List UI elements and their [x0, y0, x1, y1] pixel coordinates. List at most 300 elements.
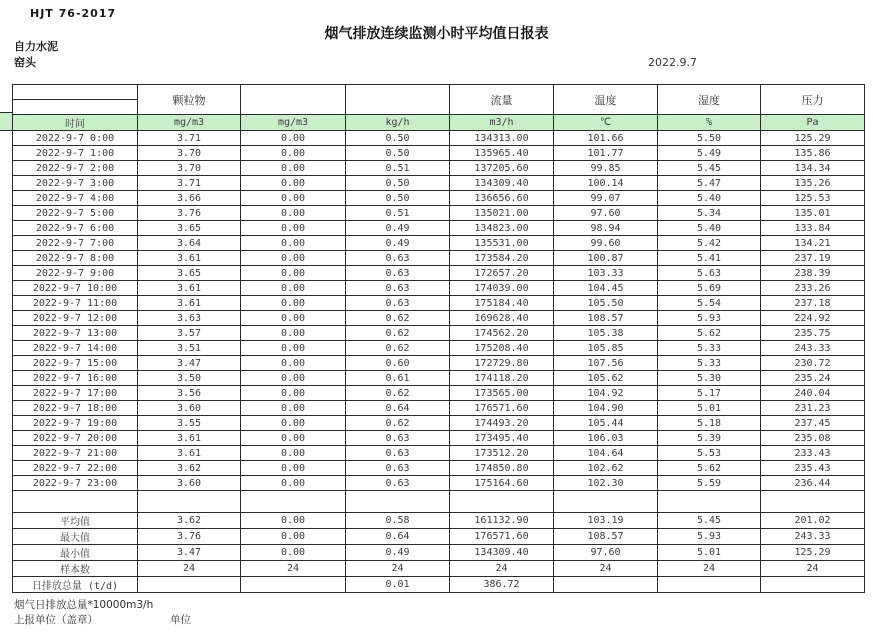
value-cell: 173512.20 [450, 446, 554, 461]
value-cell: 104.45 [554, 281, 658, 296]
value-cell: 175208.40 [450, 341, 554, 356]
value-cell: 0.63 [346, 296, 450, 311]
value-cell: 0.50 [346, 191, 450, 206]
value-cell: 0.00 [241, 513, 346, 529]
value-cell: 3.64 [138, 236, 241, 251]
spacer-cell [138, 491, 241, 513]
value-cell: 0.00 [241, 529, 346, 545]
value-cell: 0.51 [346, 161, 450, 176]
value-cell: 235.08 [761, 431, 865, 446]
value-cell: 0.62 [346, 326, 450, 341]
value-cell: 0.00 [241, 446, 346, 461]
value-cell: 0.62 [346, 341, 450, 356]
value-cell: 3.60 [138, 401, 241, 416]
value-cell: 103.19 [554, 513, 658, 529]
value-cell: 230.72 [761, 356, 865, 371]
value-cell: 99.85 [554, 161, 658, 176]
value-cell: 173495.40 [450, 431, 554, 446]
row-label-cell: 2022-9-7 7:00 [13, 236, 138, 251]
value-cell: 235.43 [761, 461, 865, 476]
value-cell: 3.62 [138, 513, 241, 529]
row-label-cell: 2022-9-7 23:00 [13, 476, 138, 491]
value-cell: 3.61 [138, 296, 241, 311]
value-cell: 134.21 [761, 236, 865, 251]
value-cell: 5.40 [658, 191, 761, 206]
table-row [13, 221, 865, 236]
value-cell: 173584.20 [450, 251, 554, 266]
value-cell: 3.76 [138, 206, 241, 221]
value-cell [554, 577, 658, 593]
table-row [13, 266, 865, 281]
value-cell: 106.03 [554, 431, 658, 446]
value-cell: 5.34 [658, 206, 761, 221]
hourly-rows-body [13, 131, 865, 491]
value-cell: 3.47 [138, 545, 241, 561]
value-cell: 24 [658, 561, 761, 577]
footer-reporting-unit-label: 上报单位（盖章） [14, 614, 98, 626]
hourly-report-table [12, 84, 865, 593]
value-cell: 0.00 [241, 545, 346, 561]
value-cell: 0.00 [241, 416, 346, 431]
table-row [13, 191, 865, 206]
value-cell: 175164.60 [450, 476, 554, 491]
value-cell: 0.00 [241, 356, 346, 371]
value-cell: 102.30 [554, 476, 658, 491]
row-label-cell: 样本数 [13, 561, 138, 577]
value-cell: 134309.40 [450, 176, 554, 191]
value-cell: 174562.20 [450, 326, 554, 341]
table-row [13, 371, 865, 386]
value-cell: 224.92 [761, 311, 865, 326]
table-row [13, 401, 865, 416]
value-cell: 107.56 [554, 356, 658, 371]
value-cell: 104.92 [554, 386, 658, 401]
value-cell: 0.63 [346, 281, 450, 296]
value-cell: 135021.00 [450, 206, 554, 221]
value-cell: 0.00 [241, 281, 346, 296]
value-cell: 5.47 [658, 176, 761, 191]
value-cell: 3.51 [138, 341, 241, 356]
spacer-body [13, 491, 865, 513]
value-cell: 5.62 [658, 461, 761, 476]
spacer-cell [13, 491, 138, 513]
value-cell: 0.00 [241, 131, 346, 146]
value-cell: 99.07 [554, 191, 658, 206]
value-cell: 5.63 [658, 266, 761, 281]
footer-total-note: 烟气日排放总量*10000m3/h [14, 599, 154, 611]
value-cell: 0.50 [346, 146, 450, 161]
row-label-cell: 2022-9-7 1:00 [13, 146, 138, 161]
value-cell: 105.50 [554, 296, 658, 311]
value-cell: 5.69 [658, 281, 761, 296]
value-cell: 175184.40 [450, 296, 554, 311]
value-cell: 134309.40 [450, 545, 554, 561]
value-cell: 99.60 [554, 236, 658, 251]
value-cell: 0.63 [346, 251, 450, 266]
value-cell: 0.63 [346, 446, 450, 461]
value-cell: 0.51 [346, 206, 450, 221]
value-cell: 134.34 [761, 161, 865, 176]
value-cell: 0.00 [241, 251, 346, 266]
value-cell: 135965.40 [450, 146, 554, 161]
value-cell: 0.00 [241, 461, 346, 476]
value-cell: 3.70 [138, 146, 241, 161]
value-cell: 0.00 [241, 191, 346, 206]
group-header-temperature: 温度 [554, 85, 658, 115]
value-cell: 0.49 [346, 221, 450, 236]
value-cell: 0.00 [241, 326, 346, 341]
value-cell: 231.23 [761, 401, 865, 416]
spacer-cell [554, 491, 658, 513]
row-label-cell: 2022-9-7 14:00 [13, 341, 138, 356]
value-cell: 0.00 [241, 371, 346, 386]
value-cell: 3.62 [138, 461, 241, 476]
table-row [13, 131, 865, 146]
company-name: 自力水泥 [14, 40, 58, 53]
summary-row [13, 513, 865, 529]
spacer-cell [658, 491, 761, 513]
row-label-cell: 最小值 [13, 545, 138, 561]
value-cell [761, 577, 865, 593]
value-cell: 0.00 [241, 476, 346, 491]
table-header [13, 85, 865, 131]
header-unit-row [13, 115, 865, 131]
table-row [13, 176, 865, 191]
row-label-cell: 2022-9-7 5:00 [13, 206, 138, 221]
value-cell: 108.57 [554, 529, 658, 545]
value-cell: 0.63 [346, 476, 450, 491]
value-cell: 3.65 [138, 221, 241, 236]
spacer-cell [241, 491, 346, 513]
monitoring-point-name: 窑头 [14, 56, 36, 69]
row-label-cell: 2022-9-7 4:00 [13, 191, 138, 206]
spacer-cell [346, 491, 450, 513]
value-cell: 0.63 [346, 266, 450, 281]
value-cell: 5.01 [658, 545, 761, 561]
value-cell: 0.00 [241, 236, 346, 251]
value-cell: 5.30 [658, 371, 761, 386]
value-cell: 386.72 [450, 577, 554, 593]
value-cell: 5.53 [658, 446, 761, 461]
value-cell: 173565.00 [450, 386, 554, 401]
row-label-cell: 2022-9-7 2:00 [13, 161, 138, 176]
value-cell: 5.41 [658, 251, 761, 266]
unit-header-mgm3-1: mg/m3 [138, 115, 241, 131]
row-label-cell: 平均值 [13, 513, 138, 529]
value-cell: 24 [450, 561, 554, 577]
row-label-cell: 2022-9-7 9:00 [13, 266, 138, 281]
value-cell: 233.43 [761, 446, 865, 461]
value-cell: 174493.20 [450, 416, 554, 431]
value-cell: 3.61 [138, 281, 241, 296]
value-cell: 24 [554, 561, 658, 577]
value-cell: 0.60 [346, 356, 450, 371]
table-row [13, 356, 865, 371]
summary-row [13, 545, 865, 561]
value-cell: 105.38 [554, 326, 658, 341]
value-cell: 0.00 [241, 341, 346, 356]
row-label-cell: 2022-9-7 8:00 [13, 251, 138, 266]
value-cell: 3.61 [138, 446, 241, 461]
group-header-flow: 流量 [450, 85, 554, 115]
row-label-cell: 2022-9-7 11:00 [13, 296, 138, 311]
row-label-cell: 2022-9-7 6:00 [13, 221, 138, 236]
value-cell: 98.94 [554, 221, 658, 236]
value-cell: 0.00 [241, 431, 346, 446]
value-cell: 136656.60 [450, 191, 554, 206]
value-cell: 172729.80 [450, 356, 554, 371]
table-row [13, 431, 865, 446]
table-row [13, 251, 865, 266]
value-cell: 0.58 [346, 513, 450, 529]
table-row [13, 296, 865, 311]
value-cell: 0.50 [346, 131, 450, 146]
value-cell: 3.56 [138, 386, 241, 401]
value-cell: 0.63 [346, 461, 450, 476]
value-cell: 100.14 [554, 176, 658, 191]
unit-row-left-sliver [0, 112, 12, 131]
row-label-cell: 2022-9-7 16:00 [13, 371, 138, 386]
value-cell: 5.18 [658, 416, 761, 431]
value-cell: 0.00 [241, 311, 346, 326]
value-cell: 137205.60 [450, 161, 554, 176]
table-row [13, 311, 865, 326]
value-cell: 174039.00 [450, 281, 554, 296]
group-header-particulate: 颗粒物 [138, 85, 241, 115]
value-cell: 176571.60 [450, 401, 554, 416]
table-row [13, 461, 865, 476]
value-cell: 235.24 [761, 371, 865, 386]
value-cell: 24 [241, 561, 346, 577]
value-cell: 0.01 [346, 577, 450, 593]
value-cell: 3.71 [138, 176, 241, 191]
value-cell: 134313.00 [450, 131, 554, 146]
value-cell: 97.60 [554, 206, 658, 221]
value-cell: 3.76 [138, 529, 241, 545]
value-cell: 0.49 [346, 236, 450, 251]
value-cell: 174118.20 [450, 371, 554, 386]
value-cell: 102.62 [554, 461, 658, 476]
value-cell: 3.66 [138, 191, 241, 206]
value-cell: 5.33 [658, 356, 761, 371]
value-cell: 3.50 [138, 371, 241, 386]
value-cell: 3.65 [138, 266, 241, 281]
value-cell: 0.64 [346, 401, 450, 416]
value-cell: 24 [346, 561, 450, 577]
value-cell: 0.00 [241, 176, 346, 191]
value-cell: 233.26 [761, 281, 865, 296]
value-cell: 161132.90 [450, 513, 554, 529]
table-row [13, 416, 865, 431]
value-cell: 236.44 [761, 476, 865, 491]
row-label-cell: 2022-9-7 3:00 [13, 176, 138, 191]
value-cell: 0.62 [346, 386, 450, 401]
group-header-empty-1 [241, 85, 346, 115]
value-cell: 125.53 [761, 191, 865, 206]
value-cell: 0.00 [241, 296, 346, 311]
value-cell: 176571.60 [450, 529, 554, 545]
footer-unit-label: 单位 [170, 614, 191, 626]
value-cell: 5.45 [658, 161, 761, 176]
row-label-cell: 最大值 [13, 529, 138, 545]
unit-header-percent: % [658, 115, 761, 131]
value-cell: 5.62 [658, 326, 761, 341]
value-cell: 5.33 [658, 341, 761, 356]
value-cell: 5.93 [658, 311, 761, 326]
value-cell: 125.29 [761, 131, 865, 146]
row-label-cell: 2022-9-7 18:00 [13, 401, 138, 416]
value-cell: 5.01 [658, 401, 761, 416]
row-label-cell: 2022-9-7 10:00 [13, 281, 138, 296]
value-cell: 0.00 [241, 206, 346, 221]
spacer-row [13, 491, 865, 513]
report-date: 2022.9.7 [648, 56, 697, 69]
value-cell: 24 [138, 561, 241, 577]
value-cell: 5.49 [658, 146, 761, 161]
row-label-cell: 2022-9-7 21:00 [13, 446, 138, 461]
value-cell: 0.00 [241, 221, 346, 236]
row-label-cell: 2022-9-7 22:00 [13, 461, 138, 476]
value-cell: 238.39 [761, 266, 865, 281]
value-cell: 24 [761, 561, 865, 577]
value-cell: 5.40 [658, 221, 761, 236]
value-cell: 5.54 [658, 296, 761, 311]
table-row [13, 161, 865, 176]
value-cell: 237.19 [761, 251, 865, 266]
value-cell: 0.00 [241, 161, 346, 176]
value-cell: 174850.80 [450, 461, 554, 476]
value-cell: 105.62 [554, 371, 658, 386]
value-cell: 104.64 [554, 446, 658, 461]
row-label-cell: 2022-9-7 12:00 [13, 311, 138, 326]
table-row [13, 341, 865, 356]
value-cell: 169628.40 [450, 311, 554, 326]
unit-header-celsius: ℃ [554, 115, 658, 131]
value-cell: 103.33 [554, 266, 658, 281]
table-row [13, 281, 865, 296]
value-cell: 3.63 [138, 311, 241, 326]
value-cell: 5.45 [658, 513, 761, 529]
value-cell: 5.39 [658, 431, 761, 446]
row-label-cell: 2022-9-7 0:00 [13, 131, 138, 146]
value-cell: 5.93 [658, 529, 761, 545]
value-cell: 3.60 [138, 476, 241, 491]
value-cell: 0.00 [241, 146, 346, 161]
row-label-cell: 2022-9-7 17:00 [13, 386, 138, 401]
value-cell: 134823.00 [450, 221, 554, 236]
unit-header-pa: Pa [761, 115, 865, 131]
value-cell: 104.90 [554, 401, 658, 416]
row-label-cell: 日排放总量 (t/d) [13, 577, 138, 593]
group-header-empty-2 [346, 85, 450, 115]
row-label-cell: 2022-9-7 19:00 [13, 416, 138, 431]
value-cell: 108.57 [554, 311, 658, 326]
value-cell: 3.55 [138, 416, 241, 431]
value-cell: 0.62 [346, 311, 450, 326]
value-cell: 0.61 [346, 371, 450, 386]
value-cell [138, 577, 241, 593]
row-label-cell: 2022-9-7 15:00 [13, 356, 138, 371]
value-cell: 133.84 [761, 221, 865, 236]
value-cell: 5.17 [658, 386, 761, 401]
time-column-header: 时间 [13, 115, 138, 131]
value-cell: 135.01 [761, 206, 865, 221]
header-empty-cell [13, 85, 138, 100]
summary-row [13, 577, 865, 593]
value-cell: 0.00 [241, 386, 346, 401]
value-cell: 172657.20 [450, 266, 554, 281]
value-cell: 101.77 [554, 146, 658, 161]
value-cell: 135531.00 [450, 236, 554, 251]
value-cell: 237.18 [761, 296, 865, 311]
table-row [13, 326, 865, 341]
page-title: 烟气排放连续监测小时平均值日报表 [324, 26, 549, 42]
value-cell: 105.85 [554, 341, 658, 356]
unit-header-kgh: kg/h [346, 115, 450, 131]
value-cell: 0.63 [346, 431, 450, 446]
table-row [13, 236, 865, 251]
value-cell: 3.61 [138, 431, 241, 446]
value-cell: 3.47 [138, 356, 241, 371]
table-row [13, 206, 865, 221]
value-cell: 243.33 [761, 341, 865, 356]
summary-row [13, 561, 865, 577]
value-cell: 100.87 [554, 251, 658, 266]
value-cell: 135.86 [761, 146, 865, 161]
value-cell: 105.44 [554, 416, 658, 431]
value-cell: 3.57 [138, 326, 241, 341]
group-header-humidity: 湿度 [658, 85, 761, 115]
value-cell: 201.02 [761, 513, 865, 529]
value-cell: 97.60 [554, 545, 658, 561]
row-label-cell: 2022-9-7 20:00 [13, 431, 138, 446]
table-row [13, 386, 865, 401]
value-cell: 3.71 [138, 131, 241, 146]
value-cell: 0.49 [346, 545, 450, 561]
table-row [13, 446, 865, 461]
spacer-cell [761, 491, 865, 513]
header-group-row [13, 85, 865, 100]
value-cell [241, 577, 346, 593]
group-header-pressure: 压力 [761, 85, 865, 115]
unit-header-mgm3-2: mg/m3 [241, 115, 346, 131]
value-cell: 3.61 [138, 251, 241, 266]
value-cell: 243.33 [761, 529, 865, 545]
table-row [13, 476, 865, 491]
value-cell: 0.62 [346, 416, 450, 431]
value-cell [658, 577, 761, 593]
value-cell: 101.66 [554, 131, 658, 146]
value-cell: 5.42 [658, 236, 761, 251]
summary-row [13, 529, 865, 545]
value-cell: 0.50 [346, 176, 450, 191]
value-cell: 5.50 [658, 131, 761, 146]
value-cell: 235.75 [761, 326, 865, 341]
spacer-cell [450, 491, 554, 513]
value-cell: 0.00 [241, 266, 346, 281]
summary-rows-body [13, 513, 865, 593]
value-cell: 240.04 [761, 386, 865, 401]
row-label-cell: 2022-9-7 13:00 [13, 326, 138, 341]
value-cell: 5.59 [658, 476, 761, 491]
value-cell: 125.29 [761, 545, 865, 561]
value-cell: 237.45 [761, 416, 865, 431]
unit-header-m3h: m3/h [450, 115, 554, 131]
doc-standard-code: HJT 76-2017 [30, 7, 117, 20]
header-empty-cell-2 [13, 100, 138, 115]
value-cell: 0.64 [346, 529, 450, 545]
value-cell: 3.70 [138, 161, 241, 176]
